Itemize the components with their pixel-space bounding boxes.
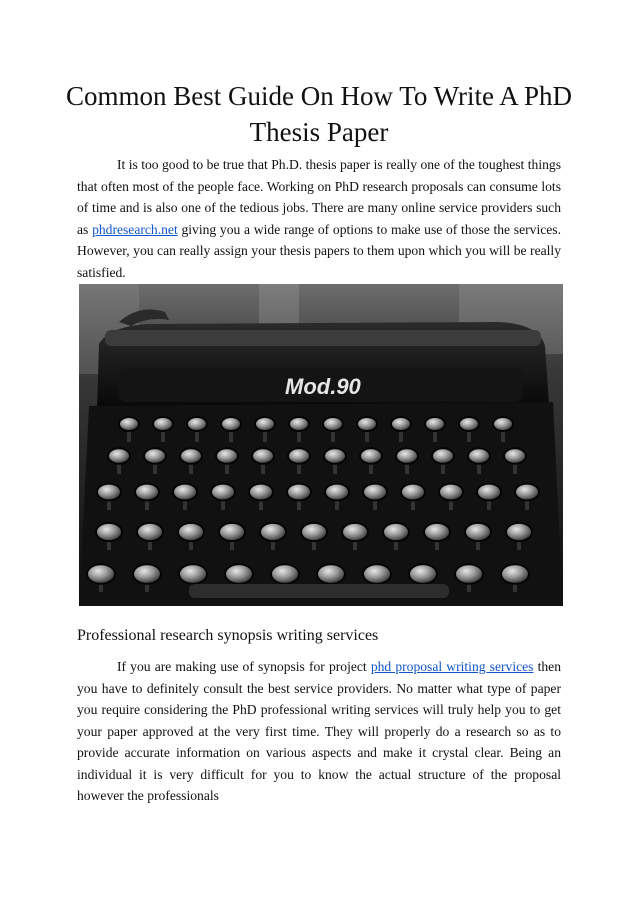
typewriter-key (96, 523, 122, 541)
typewriter-key (342, 523, 368, 541)
section-heading: Professional research synopsis writing services (77, 627, 379, 644)
typewriter-key (360, 448, 382, 463)
typewriter-key (133, 564, 161, 584)
typewriter-key (225, 564, 253, 584)
typewriter-key (324, 448, 346, 463)
typewriter-key (363, 484, 387, 501)
typewriter-key (477, 484, 501, 501)
typewriter-key (211, 484, 235, 501)
typewriter-key (493, 417, 513, 431)
phdresearch-link[interactable]: phdresearch.net (92, 221, 178, 237)
section-text-end: then you have to definitely consult the best service providers. No matter what type of paper you require considering the PhD professional writing services will truly help you to get your paper approved at the very first time. They will properly do a research so as to provide accurate information on various aspects and make it crystal clear. Being an individual it is very difficult for you to know the actual structure of the proposal however the professionals (77, 659, 561, 803)
typewriter-key (219, 523, 245, 541)
typewriter-key (425, 417, 445, 431)
svg-text:Mod.90: Mod.90 (285, 374, 361, 399)
typewriter-key (383, 523, 409, 541)
typewriter-key (287, 484, 311, 501)
typewriter-key (357, 417, 377, 431)
typewriter-key (119, 417, 139, 431)
typewriter-key (288, 448, 310, 463)
typewriter-key (396, 448, 418, 463)
typewriter-key (301, 523, 327, 541)
typewriter-key (325, 484, 349, 501)
typewriter-key (289, 417, 309, 431)
section-paragraph (77, 656, 561, 807)
typewriter-key (252, 448, 274, 463)
typewriter-key (363, 564, 391, 584)
intro-text-start: It is too good to be true that Ph.D. thesis paper is really one of the toughest things that often most of the people face. Working on PhD research proposals can consume lots of time and is also one of the tedious jobs. There are many online service providers such as (77, 157, 561, 237)
typewriter-key (432, 448, 454, 463)
typewriter-key (409, 564, 437, 584)
typewriter-key (468, 448, 490, 463)
typewriter-key (501, 564, 529, 584)
typewriter-key (144, 448, 166, 463)
typewriter-key (455, 564, 483, 584)
typewriter-photo (79, 284, 563, 606)
typewriter-key (459, 417, 479, 431)
intro-paragraph (77, 154, 561, 283)
typewriter-key (504, 448, 526, 463)
typewriter-key (87, 564, 115, 584)
section-text-start: If you are making use of synopsis for project (117, 659, 371, 674)
typewriter-key (153, 417, 173, 431)
typewriter-key (401, 484, 425, 501)
typewriter-key (424, 523, 450, 541)
page-title: Common Best Guide On How To Write A PhD Thesis Paper (65, 81, 573, 147)
phd-proposal-writing-services-link[interactable]: phd proposal writing services (370, 659, 534, 674)
typewriter-key (216, 448, 238, 463)
typewriter-key (439, 484, 463, 501)
typewriter-key (515, 484, 539, 501)
intro-text-end: giving you a wide range of options to make use of those the services. However, you can really assign your thesis papers to them upon which you will be really satisfied. (77, 221, 561, 280)
typewriter-key (108, 448, 130, 463)
typewriter-key (465, 523, 491, 541)
typewriter-key (97, 484, 121, 501)
typewriter-key (317, 564, 345, 584)
typewriter-key (249, 484, 273, 501)
typewriter-key (179, 564, 207, 584)
typewriter-key (135, 484, 159, 501)
typewriter-key (221, 417, 241, 431)
typewriter-key (391, 417, 411, 431)
typewriter-key (260, 523, 286, 541)
typewriter-key (173, 484, 197, 501)
typewriter-key (137, 523, 163, 541)
typewriter-key (178, 523, 204, 541)
typewriter-key (255, 417, 275, 431)
typewriter-key (271, 564, 299, 584)
typewriter-key (180, 448, 202, 463)
typewriter-key (323, 417, 343, 431)
typewriter-key (187, 417, 207, 431)
typewriter-key (506, 523, 532, 541)
